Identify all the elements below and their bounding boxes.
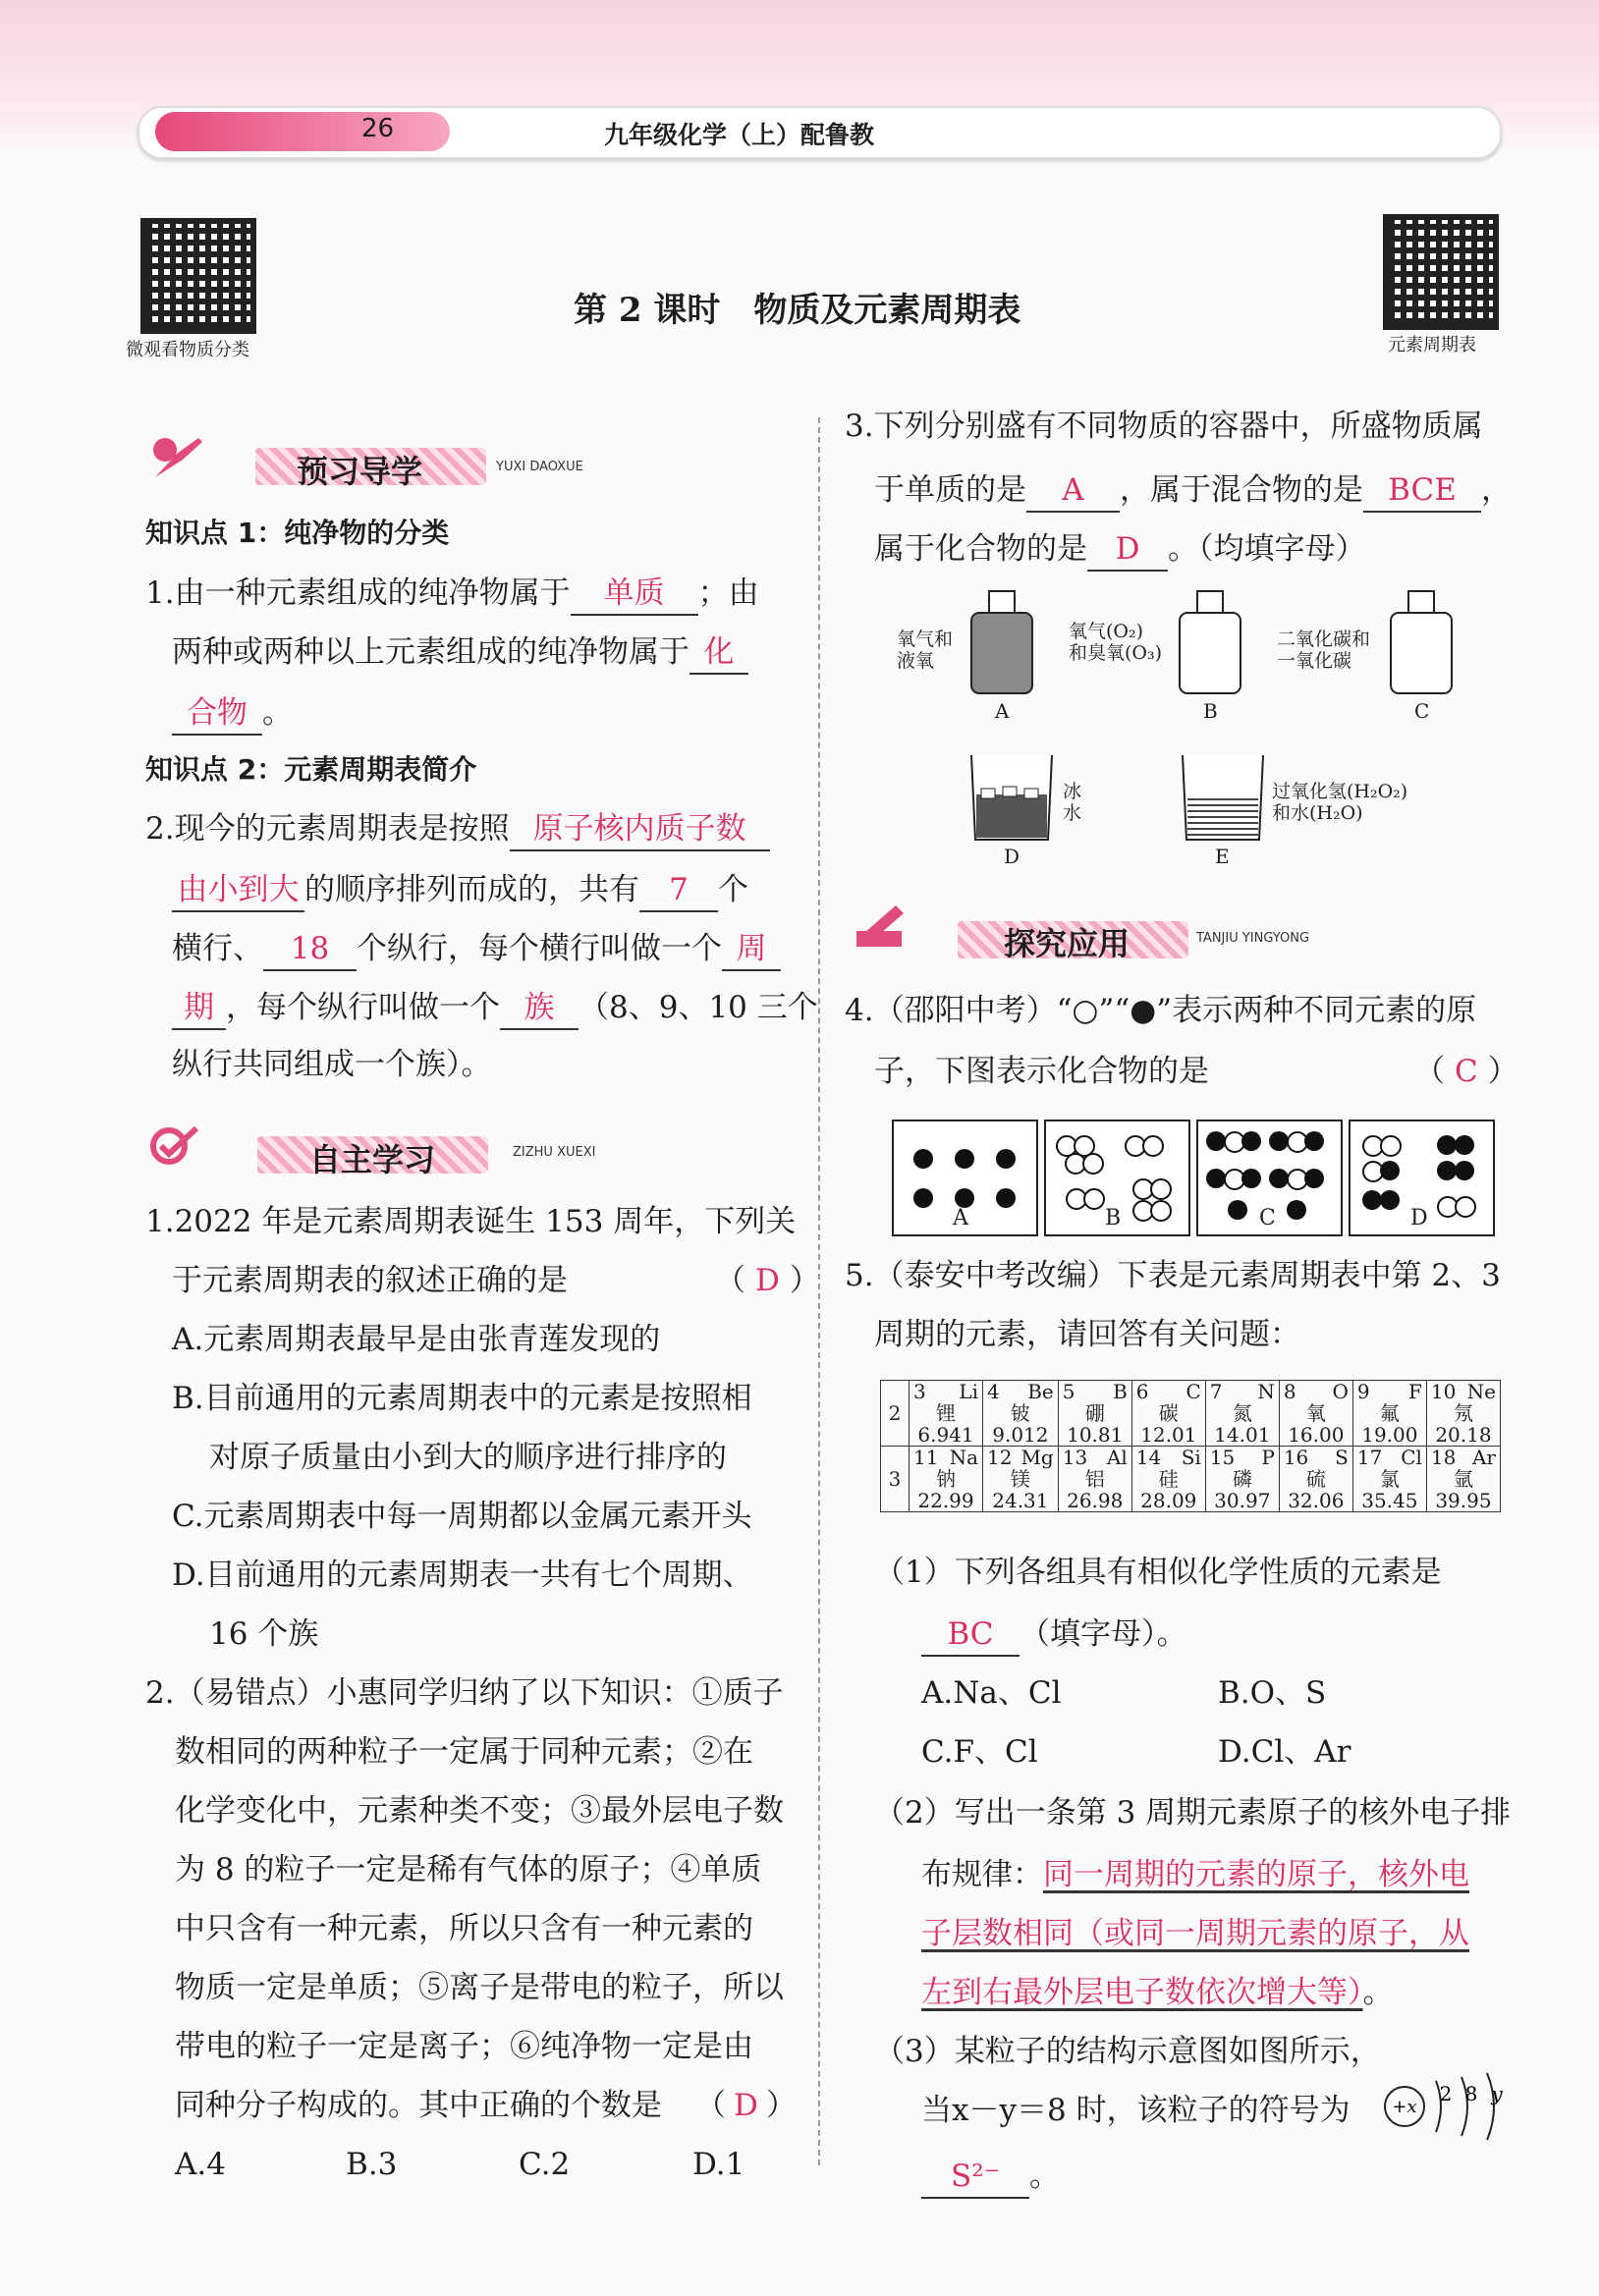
q1-line1: 1.由一种元素组成的纯净物属于 单质 ；由 — [145, 573, 759, 616]
q4-line1: 4.（邵阳中考）“○”“●”表示两种不同元素的原 — [845, 993, 1477, 1028]
atomic-number: 6 — [1135, 1380, 1149, 1403]
atomic-mass: 28.09 — [1140, 1489, 1197, 1512]
box-letter-c: C — [1259, 1206, 1276, 1230]
qr-right-caption: 元素周期表 — [1388, 335, 1476, 355]
element-name: 氟 — [1379, 1401, 1400, 1425]
s2-line2: 数相同的两种粒子一定属于同种元素；②在 — [175, 1734, 753, 1770]
jar-a — [967, 589, 1036, 697]
s2-line3: 化学变化中，元素种类不变；③最外层电子数 — [175, 1793, 784, 1829]
q4-answer: C — [1455, 1054, 1478, 1089]
beaker-e — [1179, 751, 1267, 845]
element-symbol: S — [1335, 1446, 1349, 1469]
element-symbol: O — [1332, 1380, 1349, 1403]
s2-line4: 为 8 的粒子一定是稀有气体的原子；④单质 — [175, 1852, 762, 1887]
element-name: 镁 — [1010, 1467, 1030, 1491]
atomic-mass: 16.00 — [1288, 1423, 1345, 1447]
q5-p3-answer-line: S²⁻ 。 — [921, 2156, 1060, 2199]
q4-line2: 子，下图表示化合物的是 （ C ） — [874, 1054, 1518, 1089]
q5-p2-answer-line1: 布规律：同一周期的元素的原子，核外电 — [921, 1857, 1469, 1892]
q2-pre-line2: 由小到大 的顺序排列而成的，共有 7 个 — [172, 869, 748, 912]
atomic-number: 13 — [1062, 1446, 1088, 1469]
element-cell — [983, 1447, 1059, 1512]
element-name: 氧 — [1305, 1401, 1326, 1425]
element-cell — [1279, 1447, 1352, 1512]
q5-line1: 5.（泰安中考改编）下表是元素周期表中第 2、3 — [845, 1258, 1501, 1293]
element-cell — [1058, 1381, 1131, 1447]
s1-line1: 1.2022 年是元素周期表诞生 153 周年，下列关 — [145, 1204, 797, 1239]
element-symbol: Si — [1181, 1446, 1201, 1469]
atomic-number: 7 — [1209, 1380, 1223, 1403]
element-symbol: Ne — [1466, 1380, 1496, 1403]
box-letter-b: B — [1105, 1206, 1122, 1230]
s1-option-d-line2: 16 个族 — [209, 1616, 319, 1652]
nucleus-charge: +x — [1392, 2097, 1417, 2117]
element-cell — [1131, 1381, 1205, 1447]
element-name: 磷 — [1232, 1467, 1252, 1491]
s2-option-d: D.1 — [692, 2147, 745, 2182]
q3-line3: 属于化合物的是 D 。（均填字母） — [874, 528, 1366, 572]
element-symbol: Cl — [1401, 1446, 1422, 1469]
jar-a-label: 氧气和 液氧 — [897, 629, 954, 672]
q5-p3-line2: 当x－y＝8 时，该粒子的符号为 — [921, 2093, 1351, 2128]
atomic-mass: 26.98 — [1067, 1489, 1124, 1512]
element-name: 锂 — [936, 1401, 957, 1425]
element-name: 氮 — [1232, 1401, 1252, 1425]
jar-b-label: 氧气(O₂) 和臭氧(O₃) — [1069, 621, 1163, 664]
jar-b — [1176, 589, 1244, 697]
knowledge-point-1: 知识点 1：纯净物的分类 — [145, 517, 450, 549]
atomic-mass: 10.81 — [1067, 1423, 1124, 1447]
s1-line2: 于元素周期表的叙述正确的是 （ D ） — [172, 1263, 820, 1298]
q2-pre-line1: 2.现今的元素周期表是按照 原子核内质子数 — [145, 808, 770, 851]
beaker-d-letter: D — [1004, 845, 1020, 868]
pencil-icon — [855, 902, 913, 951]
element-symbol: Li — [959, 1380, 979, 1403]
atom-structure-diagram — [1375, 2067, 1513, 2146]
atomic-mass: 32.06 — [1288, 1489, 1345, 1512]
element-name: 钠 — [936, 1467, 957, 1491]
s2-answer: D — [734, 2088, 758, 2123]
element-cell — [1205, 1381, 1279, 1447]
atomic-mass: 30.97 — [1214, 1489, 1271, 1512]
element-symbol: B — [1113, 1380, 1128, 1403]
atomic-number: 14 — [1135, 1446, 1162, 1469]
book-title: 九年级化学（上）配鲁教 — [604, 121, 875, 149]
element-cell — [910, 1381, 983, 1447]
beaker-e-label: 过氧化氢(H₂O₂) 和水(H₂O) — [1272, 781, 1408, 824]
box-letter-a: A — [953, 1206, 968, 1230]
element-cell — [910, 1447, 983, 1512]
element-symbol: Na — [949, 1446, 979, 1469]
q5-p1-option-c: C.F、Cl — [921, 1734, 1038, 1770]
s2-line6: 物质一定是单质；⑤离子是带电的粒子，所以 — [175, 1970, 784, 2005]
qr-code-right[interactable] — [1383, 214, 1499, 330]
atomic-number: 11 — [913, 1446, 939, 1469]
q5-p1-option-d: D.Cl、Ar — [1218, 1734, 1351, 1770]
atomic-number: 15 — [1209, 1446, 1236, 1469]
element-symbol: P — [1261, 1446, 1275, 1469]
qr-left-caption: 微观看物质分类 — [126, 340, 249, 360]
jar-a-letter: A — [995, 699, 1010, 723]
page-number: 26 — [361, 114, 395, 143]
beaker-e-letter: E — [1215, 845, 1230, 868]
element-name: 硫 — [1305, 1467, 1326, 1491]
s2-line8: 同种分子构成的。其中正确的个数是 （ D ） — [175, 2088, 797, 2123]
s2-option-a: A.4 — [175, 2147, 226, 2182]
self-study-pinyin: ZIZHU XUEXI — [513, 1145, 596, 1160]
element-cell — [1058, 1447, 1131, 1512]
element-symbol: F — [1408, 1380, 1422, 1403]
atomic-number: 4 — [987, 1380, 1000, 1403]
element-symbol: N — [1257, 1380, 1275, 1403]
atomic-mass: 12.01 — [1140, 1423, 1197, 1447]
jar-c-letter: C — [1414, 699, 1430, 723]
element-symbol: Mg — [1020, 1446, 1054, 1469]
element-cell — [1426, 1447, 1500, 1512]
q2-pre-line4: 期 ，每个纵行叫做一个 族 （8、9、10 三个 — [172, 987, 818, 1030]
s2-line7: 带电的粒子一定是离子；⑥纯净物一定是由 — [175, 2029, 753, 2064]
q3-line2: 于单质的是 A ，属于混合物的是 BCE ， — [874, 469, 1512, 513]
atomic-number: 9 — [1356, 1380, 1370, 1403]
beaker-d — [967, 751, 1056, 845]
q5-line2: 周期的元素，请回答有关问题： — [874, 1317, 1300, 1352]
atomic-number: 10 — [1430, 1380, 1457, 1403]
knowledge-point-2: 知识点 2：元素周期表简介 — [145, 753, 477, 786]
atomic-number: 3 — [913, 1380, 926, 1403]
q5-p1-option-b: B.O、S — [1218, 1675, 1327, 1711]
periodic-table-fragment — [880, 1380, 1501, 1512]
atomic-number: 18 — [1430, 1446, 1457, 1469]
element-name: 氩 — [1453, 1467, 1473, 1491]
lesson-title: 第 2 课时 物质及元素周期表 — [574, 291, 1021, 330]
atomic-number: 17 — [1356, 1446, 1383, 1469]
element-symbol: Be — [1027, 1380, 1054, 1403]
atomic-number: 5 — [1062, 1380, 1075, 1403]
period-number: 3 — [881, 1447, 910, 1512]
s2-line5: 中只含有一种元素，所以只含有一种元素的 — [175, 1911, 753, 1946]
element-name: 碳 — [1158, 1401, 1179, 1425]
s2-option-c: C.2 — [519, 2147, 571, 2182]
s1-option-b-line2: 对原子质量由小到大的顺序进行排序的 — [209, 1440, 727, 1475]
header-accent — [155, 112, 450, 151]
atomic-mass: 20.18 — [1435, 1423, 1492, 1447]
explore-title: 探究应用 — [1004, 925, 1130, 962]
atomic-mass: 9.012 — [992, 1423, 1049, 1447]
atomic-number: 8 — [1283, 1380, 1296, 1403]
element-symbol: Al — [1106, 1446, 1128, 1469]
atomic-mass: 35.45 — [1361, 1489, 1418, 1512]
explore-pinyin: TANJIU YINGYONG — [1196, 931, 1310, 946]
q5-p2-answer-line2: 子层数相同（或同一周期元素的原子，从 — [921, 1916, 1469, 1951]
q3-line1: 3.下列分别盛有不同物质的容器中，所盛物质属 — [845, 409, 1483, 444]
s2-option-b: B.3 — [346, 2147, 398, 2182]
atomic-mass: 19.00 — [1361, 1423, 1418, 1447]
jar-c-label: 二氧化碳和 一氧化碳 — [1277, 629, 1371, 672]
pen-icon — [147, 432, 206, 481]
s1-answer: D — [755, 1263, 780, 1298]
beaker-d-label: 冰 水 — [1063, 781, 1082, 824]
atomic-number: 12 — [987, 1446, 1013, 1469]
element-name: 氖 — [1453, 1401, 1473, 1425]
atomic-mass: 39.95 — [1435, 1489, 1492, 1512]
preview-title: 预习导学 — [297, 453, 423, 490]
s1-option-a: A.元素周期表最早是由张青莲发现的 — [172, 1322, 661, 1357]
period-row — [881, 1447, 1501, 1512]
period-number: 2 — [881, 1381, 910, 1447]
atomic-mass: 14.01 — [1214, 1423, 1271, 1447]
element-symbol: Ar — [1471, 1446, 1496, 1469]
q1-line3: 合物 。 — [172, 692, 293, 736]
element-name: 硅 — [1158, 1467, 1179, 1491]
jar-c — [1387, 589, 1456, 697]
element-cell — [983, 1381, 1059, 1447]
q2-pre-line3: 横行、 18 个纵行，每个横行叫做一个 周 — [172, 928, 781, 971]
jar-b-letter: B — [1203, 699, 1218, 723]
element-cell — [1352, 1381, 1426, 1447]
q5-p1-answer-line: BC （填字母）。 — [921, 1613, 1187, 1657]
element-cell — [1279, 1381, 1352, 1447]
q2-pre-line5: 纵行共同组成一个族）。 — [172, 1047, 492, 1082]
element-cell — [1426, 1381, 1500, 1447]
q5-p2: （2）写出一条第 3 周期元素原子的核外电子排 — [874, 1795, 1512, 1831]
element-name: 铝 — [1084, 1467, 1105, 1491]
element-cell — [1352, 1447, 1426, 1512]
q5-p1-option-a: A.Na、Cl — [921, 1675, 1062, 1711]
shell-1-count: 2 — [1439, 2082, 1453, 2105]
element-name: 硼 — [1084, 1401, 1105, 1425]
shell-3-count: y — [1491, 2082, 1503, 2105]
preview-pinyin: YUXI DAOXUE — [496, 460, 583, 474]
s1-option-b-line1: B.目前通用的元素周期表中的元素是按照相 — [172, 1381, 752, 1416]
shell-2-count: 8 — [1464, 2082, 1478, 2105]
s1-option-d-line1: D.目前通用的元素周期表一共有七个周期、 — [172, 1558, 753, 1593]
q1-line2: 两种或两种以上元素组成的纯净物属于 化 — [172, 631, 748, 675]
q5-p2-answer-line3: 左到右最外层电子数依次增大等）。 — [921, 1975, 1394, 2010]
atomic-number: 16 — [1283, 1446, 1309, 1469]
period-row — [881, 1381, 1501, 1447]
s2-line1: 2.（易错点）小惠同学归纳了以下知识：①质子 — [145, 1675, 784, 1711]
s1-option-c: C.元素周期表中每一周期都以金属元素开头 — [172, 1499, 752, 1534]
qr-code-left[interactable] — [140, 218, 256, 334]
element-name: 铍 — [1010, 1401, 1030, 1425]
q5-p1: （1）下列各组具有相似化学性质的元素是 — [874, 1555, 1442, 1590]
self-study-title: 自主学习 — [309, 1141, 436, 1178]
atomic-mass: 22.99 — [917, 1489, 974, 1512]
element-cell — [1131, 1447, 1205, 1512]
element-name: 氯 — [1379, 1467, 1400, 1491]
q5-p3: （3）某粒子的结构示意图如图所示， — [874, 2034, 1381, 2069]
check-icon — [147, 1122, 206, 1172]
element-symbol: C — [1185, 1380, 1201, 1403]
atomic-mass: 24.31 — [992, 1489, 1049, 1512]
element-cell — [1205, 1447, 1279, 1512]
atomic-mass: 6.941 — [917, 1423, 974, 1447]
box-letter-d: D — [1410, 1206, 1428, 1230]
